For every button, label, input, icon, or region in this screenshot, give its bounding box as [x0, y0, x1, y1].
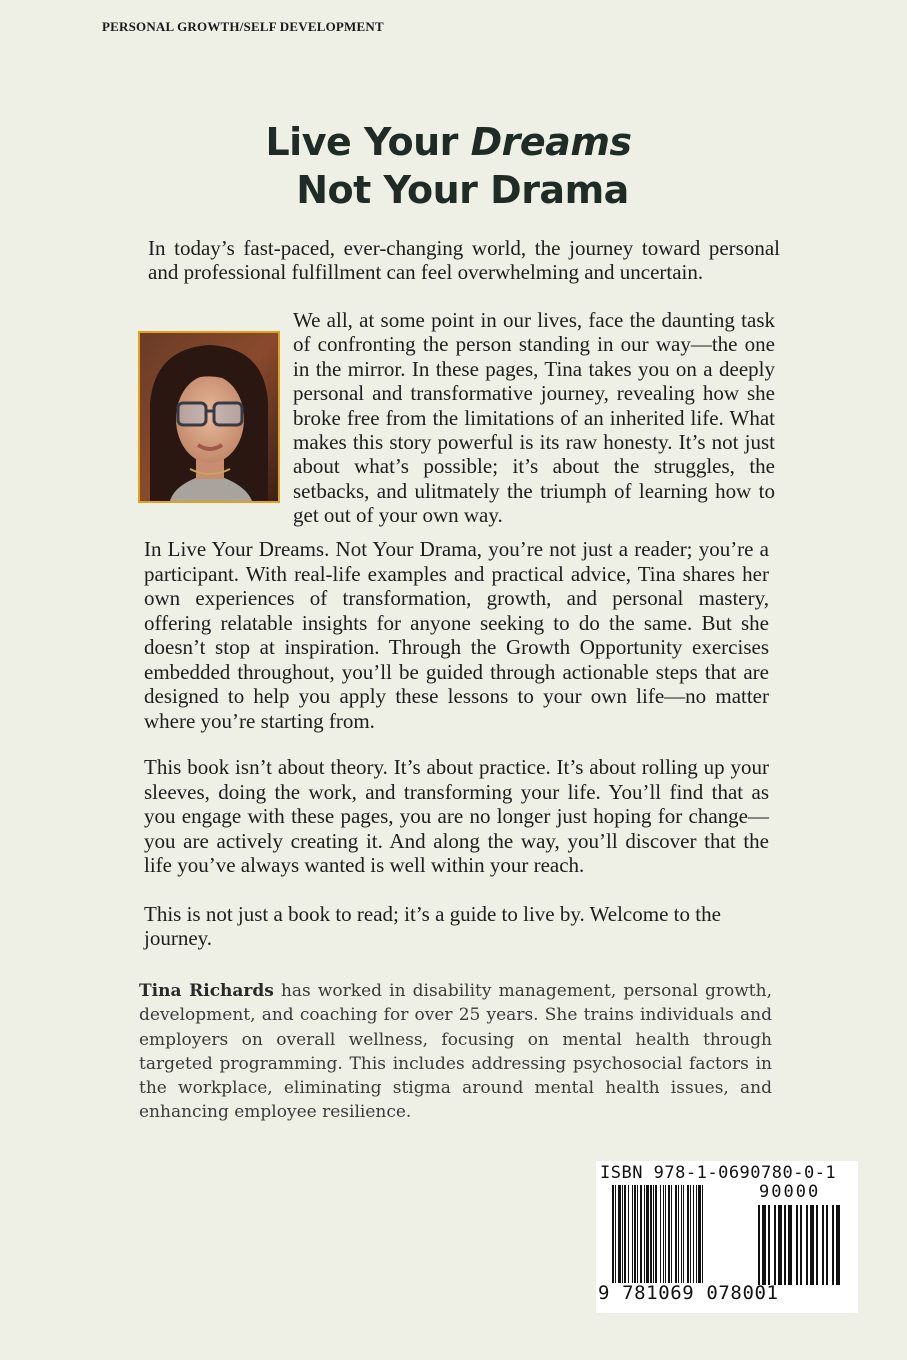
closing-paragraph: This is not just a book to read; it’s a guide to live by. Welcome to the journey. [144, 902, 721, 951]
practice-paragraph: This book isn’t about theory. It’s about practice. It’s about rolling up your sleeves, doing the work, and transforming your life. You’ll find that as you engage with these pages, you are no longer just hoping for change—you are actively creating it. And along the way, you’ll discover that the life you’ve always wanted is well within your reach. [144, 755, 769, 877]
barcode-bar [650, 1185, 652, 1283]
barcode [596, 1161, 858, 1313]
barcode-bar [696, 1185, 697, 1283]
title-line-2: Not Your Drama [296, 168, 629, 212]
addon-bar [778, 1205, 782, 1285]
addon-bar [784, 1205, 786, 1285]
barcode-bar [640, 1185, 642, 1283]
addon-digits: 90000 [759, 1182, 821, 1202]
addon-bar [836, 1205, 840, 1285]
barcode-bar [663, 1185, 664, 1283]
author-photo [138, 331, 280, 503]
barcode-bar [628, 1185, 629, 1283]
author-portrait-illustration [140, 333, 278, 501]
barcode-bar [660, 1185, 661, 1283]
addon-bar [774, 1205, 776, 1285]
author-bio [139, 979, 772, 1125]
ean-digits: 9 781069 078001 [598, 1282, 779, 1304]
title-emphasis: Dreams [470, 120, 632, 164]
addon-bar [758, 1205, 760, 1285]
barcode-bar [671, 1185, 672, 1283]
addon-bar [806, 1205, 808, 1285]
addon-bar [810, 1205, 814, 1285]
barcode-bar [693, 1185, 694, 1283]
addon-bar [762, 1205, 766, 1285]
barcode-bar [644, 1185, 645, 1283]
book-title [0, 118, 907, 214]
barcode-bar [690, 1185, 691, 1283]
title-line-1 [0, 118, 907, 166]
barcode-bar [637, 1185, 638, 1283]
addon-bar [800, 1205, 802, 1285]
category-label: PERSONAL GROWTH/SELF DEVELOPMENT [102, 19, 384, 34]
title-part-1: Live Your [265, 120, 471, 164]
addon-bar [816, 1205, 818, 1285]
barcode-bar [698, 1185, 701, 1283]
barcode-bar [622, 1185, 623, 1283]
barcode-bar [646, 1185, 649, 1283]
barcode-bar [678, 1185, 679, 1283]
addon-bar [826, 1205, 828, 1285]
barcode-bar [655, 1185, 657, 1283]
barcode-bar [687, 1185, 689, 1283]
author-name: Tina Richards [139, 981, 274, 1001]
mirror-paragraph: We all, at some point in our lives, face the daunting task of confronting the person standing in our way—the one in the mirror. In these pages, Tina takes you on a deeply personal and transformative journey, revealing how she broke free from the limitations of an inherited life. What makes this story powerful is its raw honesty. It’s not just about what’s possible; it’s about the struggles, the setbacks, and ulitmately the triumph of learning how to get out of your own way. [293, 308, 775, 528]
addon-bar [832, 1205, 834, 1285]
author-bio-text: has worked in disability management, personal growth, development, and coaching for over 25 years. She trains individuals and employers on overall wellness, focusing on mental health through targeted programming. This includes addressing psychosocial factors in the workplace, eliminating stigma around mental health issues, and enhancing employee resilience. [139, 981, 772, 1123]
barcode-bar [632, 1185, 633, 1283]
barcode-bar [702, 1185, 703, 1283]
barcode-bar [668, 1185, 670, 1283]
participant-paragraph: In Live Your Dreams. Not Your Drama, you’re not just a reader; you’re a participant. With real-life examples and practical advice, Tina shares her own experiences of transformation, growth, and personal mastery, offering relatable insights for anyone seeking to do the same. But she doesn’t stop at inspiration. Through the Growth Opportunity exercises embedded throughout, you’ll be guided through actionable steps that are designed to help you apply these lessons to your own life—no matter where you’re starting from. [144, 537, 769, 733]
addon-bar [788, 1205, 792, 1285]
barcode-bar [634, 1185, 636, 1283]
intro-paragraph: In today’s fast-paced, ever-changing world, the journey toward personal and professional fulfillment can feel overwhelming and uncertain. [148, 236, 780, 285]
barcode-bar [681, 1185, 682, 1283]
barcode-bar [683, 1185, 684, 1283]
barcode-bar [624, 1185, 626, 1283]
barcode-bar [618, 1185, 621, 1283]
barcode-bar [615, 1185, 616, 1283]
isbn-label: ISBN 978-1-0690780-0-1 [600, 1163, 837, 1183]
barcode-bar [653, 1185, 654, 1283]
barcode-bar [665, 1185, 666, 1283]
addon-bar [796, 1205, 798, 1285]
barcode-bar [612, 1185, 614, 1283]
addon-bar [822, 1205, 824, 1285]
barcode-bar [675, 1185, 677, 1283]
addon-bar [768, 1205, 770, 1285]
